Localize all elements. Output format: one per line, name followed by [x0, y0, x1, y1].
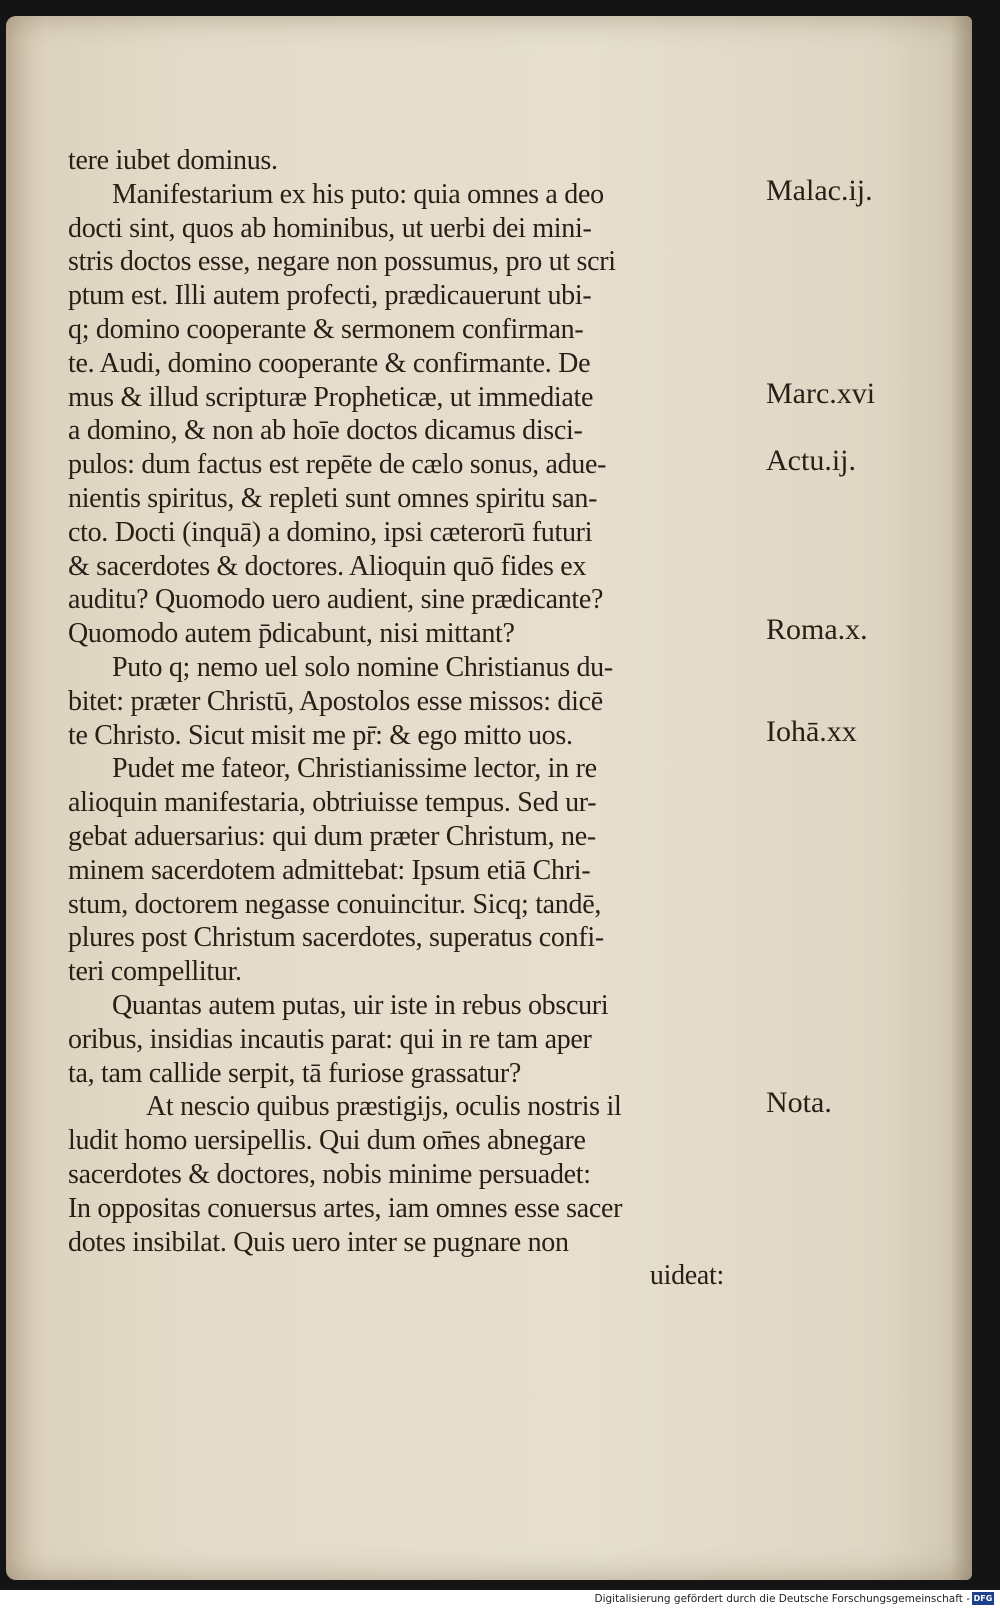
text-line: Quomodo autem p̄dicabunt, nisi mittant?	[68, 618, 515, 650]
text-line: cto. Docti (inquā) a domino, ipsi cæterorū futuri	[68, 516, 593, 548]
margin-note: Malac.ij.	[766, 173, 873, 207]
text-line: pulos: dum factus est repēte de cælo sonus, adue-	[68, 449, 607, 481]
text-line: te. Audi, domino cooperante & confirmante. De	[68, 347, 591, 379]
text-line: ptum est. Illi autem profecti, prædicauerunt ubi-	[68, 280, 592, 312]
text-line: mus & illud scripturæ Propheticæ, ut immediate	[68, 381, 594, 413]
text-line: bitet: præter Christū, Apostolos esse missos: dicē	[68, 685, 603, 717]
text-line: alioquin manifestaria, obtriuisse tempus. Sed ur-	[68, 787, 597, 819]
text-line: At nescio quibus præstigijs, oculis nostris il	[146, 1091, 622, 1123]
text-line: nientis spiritus, & repleti sunt omnes spiritu san-	[68, 482, 598, 514]
text-line: minem sacerdotem admittebat: Ipsum etiā Chri-	[68, 854, 591, 886]
text-line: te Christo. Sicut misit me pr̄: & ego mitto uos.	[68, 719, 573, 751]
margin-note: Marc.xvi	[766, 376, 876, 410]
margin-notes	[766, 16, 966, 1606]
text-line: sacerdotes & doctores, nobis minime persuadet:	[68, 1158, 591, 1190]
text-line: dotes insibilat. Quis uero inter se pugnare non	[68, 1226, 569, 1258]
text-line: q; domino cooperante & sermonem confirman-	[68, 313, 584, 345]
text-line: gebat aduersarius: qui dum præter Christum, ne-	[68, 820, 596, 852]
dfg-logo: DFG	[973, 1594, 993, 1603]
text-line: Quantas autem putas, uir iste in rebus obscuri	[112, 989, 609, 1021]
margin-note: Iohā.xx	[766, 714, 857, 748]
text-line: plures post Christum sacerdotes, superatus confi-	[68, 922, 604, 954]
digitization-credit: Digitalisierung gefördert durch die Deutsche Forschungsgemeinschaft -	[594, 1593, 970, 1605]
text-line: & sacerdotes & doctores. Alioquin quō fides ex	[68, 550, 587, 582]
text-line: Pudet me fateor, Christianissime lector, in re	[112, 753, 597, 785]
text-line: teri compellitur.	[68, 956, 242, 988]
text-line: auditu? Quomodo uero audient, sine prædicante?	[68, 584, 604, 616]
margin-note: Actu.ij.	[766, 444, 856, 478]
text-line: uideat:	[649, 1260, 724, 1292]
text-line: tere iubet dominus.	[68, 145, 278, 176]
text-line: stris doctos esse, negare non possumus, pro ut scri	[68, 246, 616, 278]
text-line: In oppositas conuersus artes, iam omnes esse sacer	[68, 1192, 623, 1224]
text-line: oribus, insidias incautis parat: qui in re tam aper	[68, 1023, 592, 1055]
text-line: ta, tam callide serpit, tā furiose grassatur?	[68, 1057, 521, 1089]
book-page	[6, 16, 972, 1580]
text-line: ludit homo uersipellis. Qui dum om̄es abnegare	[68, 1125, 586, 1157]
text-line: docti sint, quos ab hominibus, ut uerbi dei mini-	[68, 212, 592, 244]
text-line: a domino, & non ab hoīe doctos dicamus disci-	[68, 415, 583, 447]
text-line: stum, doctorem negasse conuincitur. Sicq; tandē,	[68, 888, 602, 920]
margin-note: Nota.	[766, 1086, 832, 1120]
body-text	[68, 144, 768, 1293]
margin-note: Roma.x.	[766, 613, 868, 647]
text-line: Puto q; nemo uel solo nomine Christianus du-	[112, 651, 613, 683]
text-line: Manifestarium ex his puto: quia omnes a deo	[112, 178, 604, 210]
